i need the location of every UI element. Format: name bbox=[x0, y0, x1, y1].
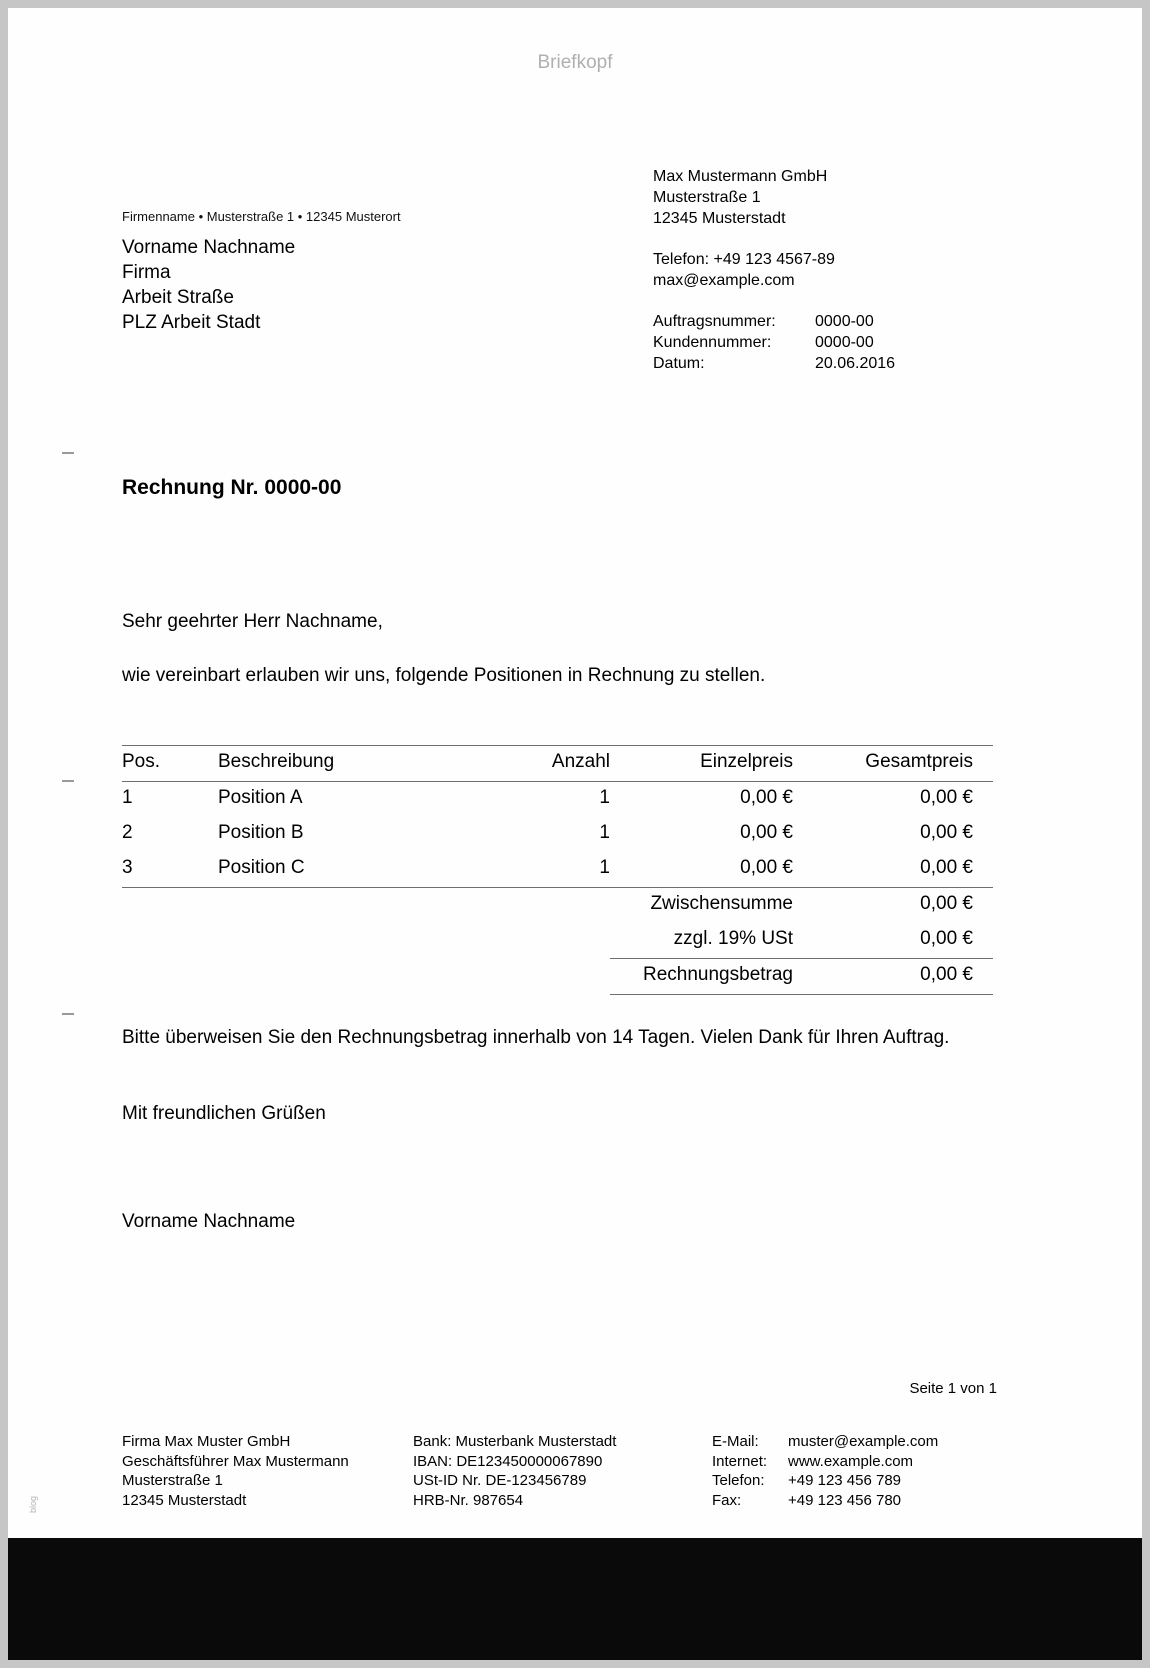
footer-phone-label: Telefon: bbox=[712, 1472, 765, 1489]
footer-city: 12345 Musterstadt bbox=[122, 1491, 247, 1509]
watermark-text: blog bbox=[28, 1495, 38, 1513]
table-row bbox=[122, 782, 993, 818]
company-info-block bbox=[653, 166, 1033, 374]
cell-quantity: 1 bbox=[599, 822, 610, 843]
footer-company-column bbox=[122, 1432, 349, 1510]
company-email: max@example.com bbox=[653, 272, 795, 289]
footer-iban: IBAN: DE123450000067890 bbox=[413, 1452, 603, 1470]
subtotal-value: 0,00 € bbox=[920, 893, 973, 914]
items-table bbox=[122, 745, 993, 995]
intro-line: wie vereinbart erlauben wir uns, folgende Positionen in Rechnung zu stellen. bbox=[122, 665, 766, 686]
meta-row-order-number bbox=[653, 311, 1033, 332]
header-description: Beschreibung bbox=[218, 746, 508, 782]
footer-managing-director: Geschäftsführer Max Mustermann bbox=[122, 1452, 349, 1470]
invoice-page bbox=[8, 8, 1142, 1660]
company-street: Musterstraße 1 bbox=[653, 189, 761, 206]
spacer-cell bbox=[122, 959, 610, 995]
table-header-row bbox=[122, 746, 993, 782]
recipient-company: Firma bbox=[122, 262, 171, 283]
vat-row bbox=[122, 923, 993, 959]
fold-mark bbox=[62, 1013, 74, 1015]
footer-hrb: HRB-Nr. 987654 bbox=[413, 1491, 524, 1509]
header-quantity: Anzahl bbox=[508, 746, 610, 782]
footer-email-row bbox=[712, 1432, 938, 1452]
footer-contact-column bbox=[712, 1432, 938, 1510]
footer-internet-label: Internet: bbox=[712, 1452, 768, 1470]
header-unit-price: Einzelpreis bbox=[610, 746, 793, 782]
company-contact-group bbox=[653, 249, 1033, 291]
spacer-cell bbox=[122, 923, 610, 959]
cell-pos: 1 bbox=[122, 787, 133, 808]
vat-label: zzgl. 19% USt bbox=[610, 923, 793, 959]
table-row bbox=[122, 817, 993, 852]
grand-total-row bbox=[122, 959, 993, 995]
cell-unit-price: 0,00 € bbox=[740, 822, 793, 843]
cell-pos: 2 bbox=[122, 822, 133, 843]
company-city: 12345 Musterstadt bbox=[653, 210, 786, 227]
footer-email-value: muster@example.com bbox=[788, 1433, 939, 1450]
cell-unit-price: 0,00 € bbox=[610, 852, 793, 888]
cell-total-price: 0,00 € bbox=[920, 822, 973, 843]
closing-phrase: Mit freundlichen Grüßen bbox=[122, 1103, 326, 1124]
cell-quantity: 1 bbox=[508, 852, 610, 888]
footer-fax-label: Fax: bbox=[712, 1491, 742, 1509]
header-pos: Pos. bbox=[122, 746, 218, 782]
page-indicator: Seite 1 von 1 bbox=[909, 1380, 997, 1397]
company-phone: Telefon: +49 123 4567-89 bbox=[653, 251, 835, 268]
letterhead-label: Briefkopf bbox=[537, 52, 613, 73]
cell-description: Position A bbox=[218, 787, 303, 808]
sender-return-address: Firmenname • Musterstraße 1 • 12345 Musterort bbox=[122, 209, 401, 224]
salutation: Sehr geehrter Herr Nachname, bbox=[122, 611, 383, 632]
footer-fax-value: +49 123 456 780 bbox=[788, 1491, 902, 1509]
cell-unit-price: 0,00 € bbox=[740, 787, 793, 808]
bottom-bar bbox=[8, 1538, 1142, 1660]
footer-phone-value: +49 123 456 789 bbox=[788, 1472, 902, 1489]
footer-internet-row bbox=[712, 1452, 938, 1472]
fold-mark bbox=[62, 452, 74, 454]
meta-label: Kundennummer: bbox=[653, 334, 772, 351]
cell-total-price: 0,00 € bbox=[793, 852, 993, 888]
meta-value: 20.06.2016 bbox=[815, 355, 896, 372]
subtotal-label: Zwischensumme bbox=[650, 893, 793, 914]
meta-value: 0000-00 bbox=[815, 313, 874, 330]
header-total-price: Gesamtpreis bbox=[793, 746, 993, 782]
cell-quantity: 1 bbox=[599, 787, 610, 808]
invoice-title: Rechnung Nr. 0000-00 bbox=[122, 476, 342, 499]
footer-internet-value: www.example.com bbox=[788, 1452, 914, 1470]
fold-mark bbox=[62, 780, 74, 782]
footer-street: Musterstraße 1 bbox=[122, 1472, 223, 1489]
footer-company-name: Firma Max Muster GmbH bbox=[122, 1433, 291, 1450]
meta-row-customer-number bbox=[653, 332, 1033, 353]
cell-total-price: 0,00 € bbox=[920, 787, 973, 808]
footer-phone-row bbox=[712, 1471, 938, 1491]
footer-bank-column bbox=[413, 1432, 616, 1510]
recipient-city: PLZ Arbeit Stadt bbox=[122, 312, 261, 333]
company-name: Max Mustermann GmbH bbox=[653, 168, 828, 185]
table-row bbox=[122, 852, 993, 888]
signature-name: Vorname Nachname bbox=[122, 1211, 296, 1232]
subtotal-row bbox=[122, 888, 993, 924]
footer-email-label: E-Mail: bbox=[712, 1433, 759, 1450]
meta-label: Datum: bbox=[653, 355, 705, 372]
payment-note: Bitte überweisen Sie den Rechnungsbetrag innerhalb von 14 Tagen. Vielen Dank für Ihren Auftrag. bbox=[122, 1027, 950, 1048]
meta-label: Auftragsnummer: bbox=[653, 313, 776, 330]
grand-total-value: 0,00 € bbox=[793, 959, 993, 995]
recipient-street: Arbeit Straße bbox=[122, 287, 234, 308]
spacer-cell bbox=[122, 888, 610, 924]
meta-row-date bbox=[653, 353, 1033, 374]
cell-pos: 3 bbox=[122, 852, 218, 888]
cell-description: Position C bbox=[218, 852, 508, 888]
recipient-name: Vorname Nachname bbox=[122, 237, 296, 258]
vat-value: 0,00 € bbox=[793, 923, 993, 959]
meta-value: 0000-00 bbox=[815, 334, 874, 351]
invoice-meta-group bbox=[653, 311, 1033, 374]
grand-total-label: Rechnungsbetrag bbox=[610, 959, 793, 995]
footer-bank: Bank: Musterbank Musterstadt bbox=[413, 1433, 617, 1450]
footer-vat-id: USt-ID Nr. DE-123456789 bbox=[413, 1472, 587, 1489]
recipient-address-block bbox=[122, 235, 295, 335]
footer-fax-row bbox=[712, 1491, 938, 1511]
cell-description: Position B bbox=[218, 822, 304, 843]
